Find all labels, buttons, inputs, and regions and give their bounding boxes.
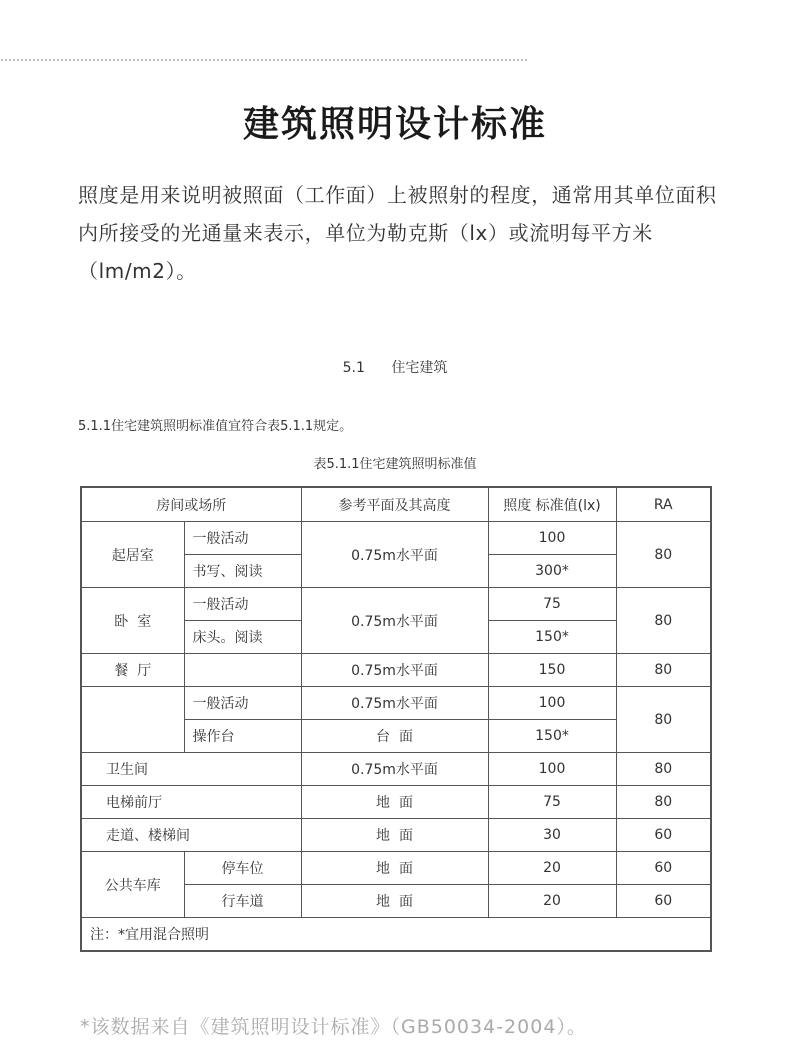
room-cell: 起居室 (81, 522, 184, 588)
room-cell: 公共车库 (81, 852, 184, 918)
plane-cell: 地 面 (301, 819, 488, 852)
lux-cell: 100 (488, 522, 616, 555)
lux-cell: 75 (488, 786, 616, 819)
activity-cell: 行车道 (184, 885, 301, 918)
table-row (81, 687, 711, 720)
table-row (81, 852, 711, 885)
lux-cell: 150* (488, 621, 616, 654)
activity-cell: 床头。阅读 (184, 621, 301, 654)
table-note: 注：*宜用混合照明 (81, 918, 711, 952)
table-row (81, 522, 711, 555)
room-cell: 卧 室 (81, 588, 184, 654)
lux-cell: 300* (488, 555, 616, 588)
ra-cell: 60 (616, 885, 711, 918)
plane-cell: 0.75m水平面 (301, 654, 488, 687)
lighting-standards-table (80, 486, 712, 952)
room-cell: 走道、楼梯间 (81, 819, 301, 852)
activity-cell: 停车位 (184, 852, 301, 885)
lux-cell: 75 (488, 588, 616, 621)
activity-cell: 一般活动 (184, 687, 301, 720)
table-row (81, 588, 711, 621)
plane-cell: 台 面 (301, 720, 488, 753)
header-room: 房间或场所 (81, 487, 301, 522)
clause-text: 5.1.1住宅建筑照明标准值宜符合表5.1.1规定。 (78, 419, 353, 434)
plane-cell: 0.75m水平面 (301, 687, 488, 720)
table-note-row (81, 918, 711, 952)
activity-cell: 书写、阅读 (184, 555, 301, 588)
section-number: 5.1 (342, 360, 365, 376)
ra-cell: 60 (616, 852, 711, 885)
ra-cell: 80 (616, 588, 711, 654)
dotted-divider (0, 58, 528, 62)
lux-cell: 20 (488, 852, 616, 885)
plane-cell: 0.75m水平面 (301, 753, 488, 786)
source-note: *该数据来自《建筑照明设计标准》（GB50034-2004）。 (80, 1016, 587, 1038)
activity-cell (184, 654, 301, 687)
lux-cell: 100 (488, 753, 616, 786)
table-row (81, 786, 711, 819)
plane-cell: 地 面 (301, 786, 488, 819)
room-cell (81, 687, 184, 753)
activity-cell: 一般活动 (184, 522, 301, 555)
table-caption: 表5.1.1住宅建筑照明标准值 (313, 457, 477, 472)
ra-cell: 80 (616, 786, 711, 819)
section-heading (0, 357, 790, 377)
lux-cell: 100 (488, 687, 616, 720)
ra-cell: 80 (616, 687, 711, 753)
header-lux: 照度 标准值(lx) (488, 487, 616, 522)
plane-cell: 0.75m水平面 (301, 522, 488, 588)
table-row (81, 753, 711, 786)
room-cell: 餐 厅 (81, 654, 184, 687)
ra-cell: 80 (616, 753, 711, 786)
ra-cell: 60 (616, 819, 711, 852)
activity-cell: 操作台 (184, 720, 301, 753)
header-ra: RA (616, 487, 711, 522)
table-row (81, 654, 711, 687)
activity-cell: 一般活动 (184, 588, 301, 621)
room-cell: 卫生间 (81, 753, 301, 786)
lux-cell: 20 (488, 885, 616, 918)
lux-cell: 150* (488, 720, 616, 753)
plane-cell: 地 面 (301, 852, 488, 885)
table-row (81, 819, 711, 852)
table-header-row (81, 487, 711, 522)
lux-cell: 150 (488, 654, 616, 687)
page-title: 建筑照明设计标准 (242, 104, 547, 145)
ra-cell: 80 (616, 654, 711, 687)
plane-cell: 0.75m水平面 (301, 588, 488, 654)
intro-paragraph: 照度是用来说明被照面（工作面）上被照射的程度，通常用其单位面积内所接受的光通量来表示，单位为勒克斯（lx）或流明每平方米（lm/m2）。 (78, 183, 717, 283)
plane-cell: 地 面 (301, 885, 488, 918)
room-cell: 电梯前厅 (81, 786, 301, 819)
ra-cell: 80 (616, 522, 711, 588)
header-plane: 参考平面及其高度 (301, 487, 488, 522)
lux-cell: 30 (488, 819, 616, 852)
section-name: 住宅建筑 (391, 360, 448, 376)
